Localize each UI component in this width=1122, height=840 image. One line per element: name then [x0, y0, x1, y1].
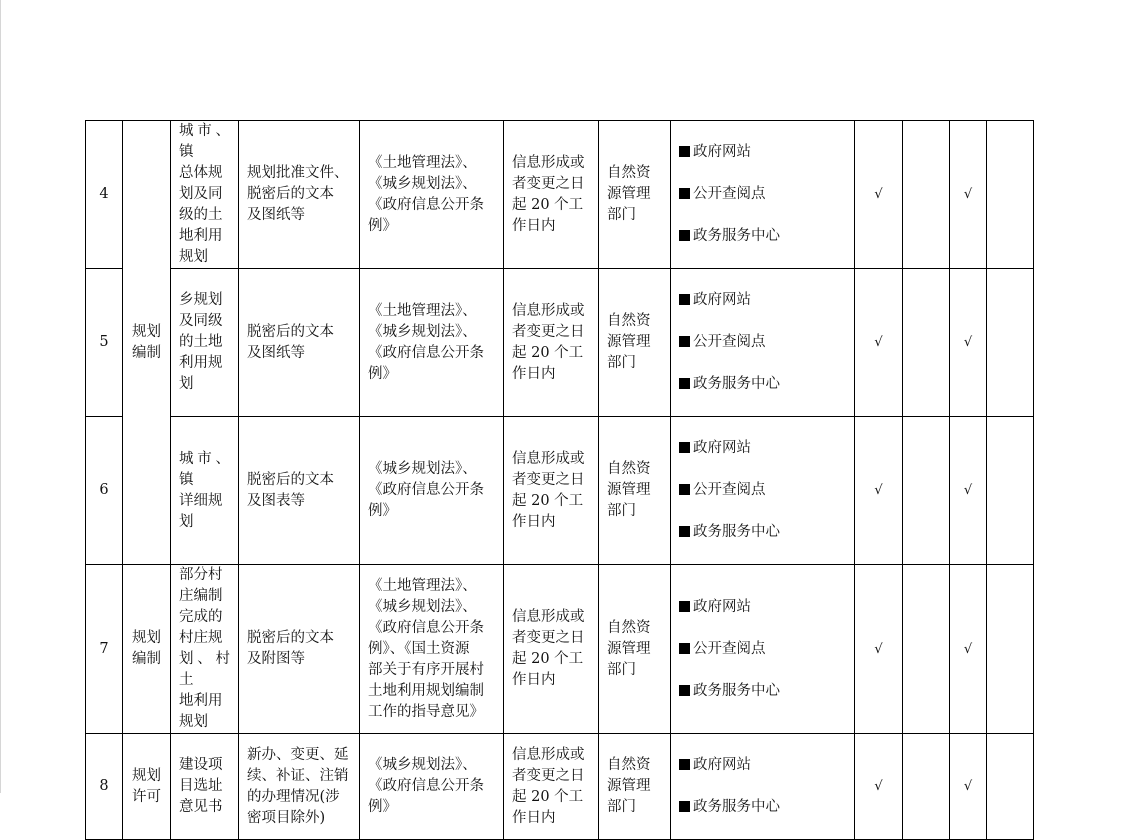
item-cell: 城市、镇 详细规 划	[171, 417, 239, 565]
channel-item: 公开查阅点	[679, 184, 846, 205]
channels-cell	[671, 417, 855, 565]
checkmark-icon: √	[950, 417, 987, 565]
subject-cell: 自然资 源管理 部门	[599, 269, 671, 417]
subject-cell: 自然资 源管理 部门	[599, 734, 671, 840]
channel-item: 政务服务中心	[679, 681, 846, 702]
page-edge	[0, 0, 1, 793]
black-square-icon	[679, 801, 690, 812]
channel-item: 政务服务中心	[679, 374, 846, 395]
subject-cell: 自然资 源管理 部门	[599, 121, 671, 269]
table-row	[86, 269, 1034, 417]
black-square-icon	[679, 336, 690, 347]
checkmark-icon: √	[950, 269, 987, 417]
table-row	[86, 734, 1034, 840]
blank-cell	[903, 269, 950, 417]
channel-item: 政务服务中心	[679, 522, 846, 543]
black-square-icon	[679, 146, 690, 157]
basis-cell: 《土地管理法》、 《城乡规划法》、 《政府信息公开条 例》	[360, 269, 504, 417]
subject-cell: 自然资 源管理 部门	[599, 565, 671, 734]
item-cell: 城市、镇 总体规 划及同 级的土 地利用 规划	[171, 121, 239, 269]
content-cell: 脱密后的文本 及图纸等	[239, 269, 360, 417]
checkmark-icon: √	[855, 269, 903, 417]
channel-item: 政府网站	[679, 755, 846, 776]
channel-item: 公开查阅点	[679, 332, 846, 353]
black-square-icon	[679, 601, 690, 612]
basis-cell: 《城乡规划法》、 《政府信息公开条 例》	[360, 417, 504, 565]
time-limit-cell: 信息形成或 者变更之日 起 20 个工 作日内	[504, 734, 599, 840]
time-limit-cell: 信息形成或 者变更之日 起 20 个工 作日内	[504, 417, 599, 565]
channel-item: 政府网站	[679, 290, 846, 311]
black-square-icon	[679, 378, 690, 389]
checkmark-icon: √	[855, 417, 903, 565]
item-cell: 乡规划 及同级 的土地 利用规 划	[171, 269, 239, 417]
checkmark-icon: √	[855, 121, 903, 269]
row-number: 5	[86, 269, 123, 417]
checkmark-icon: √	[950, 734, 987, 840]
black-square-icon	[679, 230, 690, 241]
item-cell: 建设项 目选址 意见书	[171, 734, 239, 840]
blank-cell	[903, 734, 950, 840]
channel-item: 政务服务中心	[679, 797, 846, 818]
checkmark-icon: √	[855, 565, 903, 734]
black-square-icon	[679, 484, 690, 495]
content-cell: 脱密后的文本 及图表等	[239, 417, 360, 565]
time-limit-cell: 信息形成或 者变更之日 起 20 个工 作日内	[504, 121, 599, 269]
basis-cell: 《土地管理法》、 《城乡规划法》、 《政府信息公开条 例》	[360, 121, 504, 269]
category-cell: 规划 编制	[123, 121, 171, 565]
row-number: 8	[86, 734, 123, 840]
blank-cell	[987, 121, 1034, 269]
blank-cell	[987, 269, 1034, 417]
black-square-icon	[679, 442, 690, 453]
black-square-icon	[679, 188, 690, 199]
row-number: 4	[86, 121, 123, 269]
channel-item: 公开查阅点	[679, 639, 846, 660]
blank-cell	[903, 565, 950, 734]
table-row	[86, 121, 1034, 269]
disclosure-table	[85, 120, 1034, 840]
content-cell: 新办、变更、延 续、补证、注销 的办理情况(涉 密项目除外)	[239, 734, 360, 840]
channels-cell	[671, 734, 855, 840]
basis-cell: 《土地管理法》、 《城乡规划法》、 《政府信息公开条 例》、《国土资源 部关于有序开展村 土地利用规划编制 工作的指导意见》	[360, 565, 504, 734]
row-number: 6	[86, 417, 123, 565]
item-cell: 部分村 庄编制 完成的 村庄规 划、村土 地利用 规划	[171, 565, 239, 734]
channel-item: 政府网站	[679, 438, 846, 459]
blank-cell	[903, 417, 950, 565]
checkmark-icon: √	[950, 121, 987, 269]
black-square-icon	[679, 294, 690, 305]
category-cell: 规划 编制	[123, 565, 171, 734]
row-number: 7	[86, 565, 123, 734]
time-limit-cell: 信息形成或 者变更之日 起 20 个工 作日内	[504, 565, 599, 734]
blank-cell	[903, 121, 950, 269]
blank-cell	[987, 565, 1034, 734]
channel-item: 政务服务中心	[679, 226, 846, 247]
category-cell: 规划 许可	[123, 734, 171, 840]
basis-cell: 《城乡规划法》、 《政府信息公开条 例》	[360, 734, 504, 840]
channels-cell	[671, 565, 855, 734]
black-square-icon	[679, 526, 690, 537]
subject-cell: 自然资 源管理 部门	[599, 417, 671, 565]
table-row	[86, 565, 1034, 734]
channels-cell	[671, 269, 855, 417]
checkmark-icon: √	[855, 734, 903, 840]
black-square-icon	[679, 759, 690, 770]
content-cell: 脱密后的文本 及附图等	[239, 565, 360, 734]
blank-cell	[987, 734, 1034, 840]
black-square-icon	[679, 685, 690, 696]
checkmark-icon: √	[950, 565, 987, 734]
table-row	[86, 417, 1034, 565]
channels-cell	[671, 121, 855, 269]
channel-item: 公开查阅点	[679, 480, 846, 501]
time-limit-cell: 信息形成或 者变更之日 起 20 个工 作日内	[504, 269, 599, 417]
black-square-icon	[679, 643, 690, 654]
channel-item: 政府网站	[679, 142, 846, 163]
content-cell: 规划批准文件、 脱密后的文本 及图纸等	[239, 121, 360, 269]
channel-item: 政府网站	[679, 597, 846, 618]
blank-cell	[987, 417, 1034, 565]
